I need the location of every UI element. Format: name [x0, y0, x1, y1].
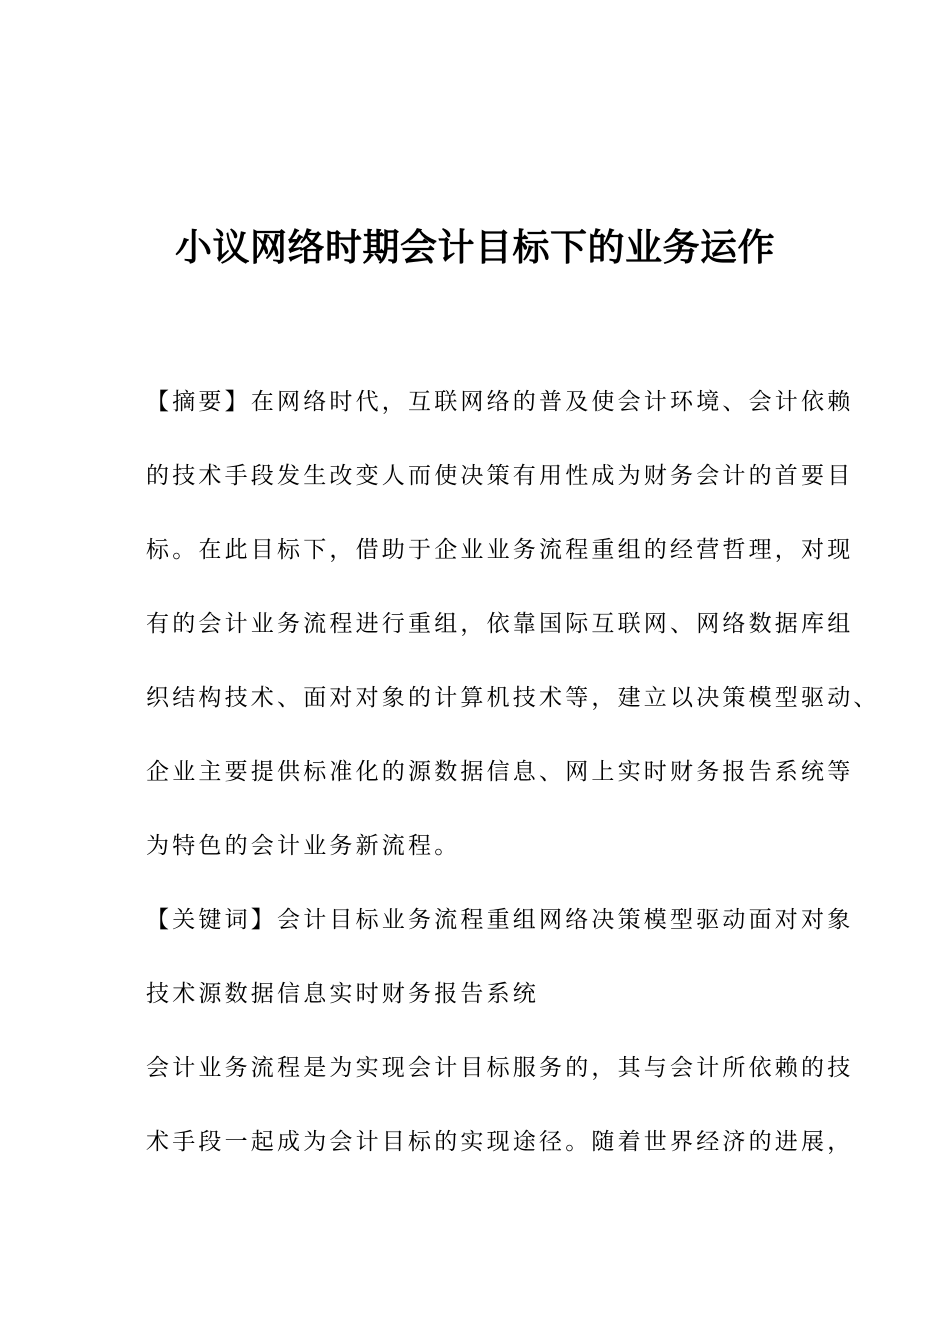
keywords-line-1: 【关键词】会计目标业务流程重组网络决策模型驱动面对对象 [146, 907, 854, 933]
body-line-1: 会计业务流程是为实现会计目标服务的，其与会计所依赖的技 [146, 1055, 854, 1081]
abstract-line-7: 为特色的会计业务新流程。 [146, 833, 461, 859]
abstract-line-2: 的技术手段发生改变人而使决策有用性成为财务会计的首要目 [146, 463, 854, 489]
abstract-line-6: 企业主要提供标准化的源数据信息、网上实时财务报告系统等 [146, 759, 854, 785]
abstract-line-3: 标。在此目标下，借助于企业业务流程重组的经营哲理，对现 [146, 537, 854, 563]
abstract-line-4: 有的会计业务流程进行重组，依靠国际互联网、网络数据库组 [146, 611, 854, 637]
body-line-2: 术手段一起成为会计目标的实现途径。随着世界经济的进展， [146, 1129, 854, 1155]
abstract-line-5: 织结构技术、面对对象的计算机技术等，建立以决策模型驱动、 [146, 685, 880, 711]
abstract-line-1: 【摘要】在网络时代，互联网络的普及使会计环境、会计依赖 [146, 389, 854, 415]
keywords-line-2: 技术源数据信息实时财务报告系统 [146, 981, 539, 1007]
document-title: 小议网络时期会计目标下的业务运作 [175, 226, 775, 269]
